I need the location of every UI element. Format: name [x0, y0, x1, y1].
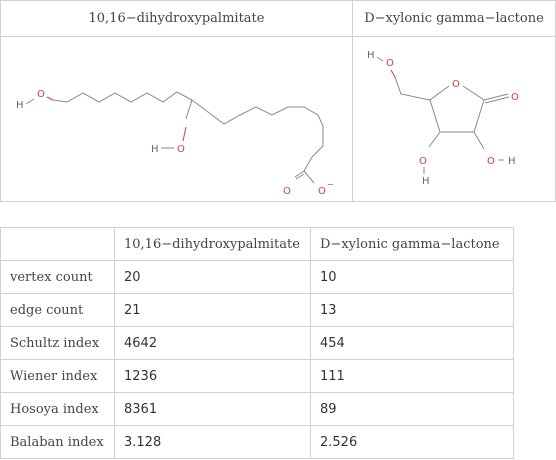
mol1-atom-o2: O — [177, 144, 185, 155]
mol2-ring — [430, 86, 484, 132]
row-label: Wiener index — [1, 360, 115, 393]
mol1-atom-o1: O — [37, 89, 45, 100]
mol1-bond — [296, 174, 304, 179]
molecule-2-cell — [353, 37, 556, 202]
row-value-1: 4642 — [115, 327, 311, 360]
row-value-1: 20 — [115, 261, 311, 294]
properties-header-2: D−xylonic gamma−lactone — [311, 228, 514, 261]
row-value-1: 8361 — [115, 393, 311, 426]
table-row — [1, 261, 514, 294]
mol2-bond — [474, 132, 484, 149]
mol2-atom-h-left: H — [422, 176, 430, 187]
mol1-atom-h2: H — [151, 144, 159, 155]
row-value-1: 3.128 — [115, 426, 311, 459]
structure-header-1: 10,16−dihydroxypalmitate — [1, 1, 353, 37]
mol2-atom-o-top: O — [386, 58, 394, 69]
structure-header-2: D−xylonic gamma−lactone — [353, 1, 556, 37]
table-row — [1, 393, 514, 426]
mol1-bond — [186, 100, 192, 119]
row-value-2: 10 — [311, 261, 514, 294]
row-value-2: 89 — [311, 393, 514, 426]
table-row — [1, 426, 514, 459]
molecule-1-structure — [1, 37, 352, 197]
mol2-bond — [391, 70, 395, 77]
mol1-bond — [26, 99, 34, 104]
row-value-2: 111 — [311, 360, 514, 393]
row-label: vertex count — [1, 261, 115, 294]
properties-table — [0, 227, 514, 459]
mol1-bond — [304, 171, 314, 183]
mol2-atom-h-right: H — [508, 156, 516, 167]
row-value-2: 13 — [311, 294, 514, 327]
row-label: Hosoya index — [1, 393, 115, 426]
row-label: edge count — [1, 294, 115, 327]
properties-header-row — [1, 228, 514, 261]
properties-header-empty — [1, 228, 115, 261]
mol2-atom-o-ring: O — [452, 79, 460, 90]
mol1-bond — [47, 97, 53, 100]
molecule-1-cell — [1, 37, 353, 202]
mol2-bond — [429, 132, 440, 147]
mol2-atom-h-top: H — [367, 50, 375, 61]
mol1-atom-h1: H — [16, 100, 24, 111]
mol1-charge: − — [327, 180, 334, 189]
mol2-bond — [484, 94, 508, 100]
molecule-2-structure — [353, 37, 555, 197]
row-label: Schultz index — [1, 327, 115, 360]
row-value-1: 21 — [115, 294, 311, 327]
mol1-bond — [295, 171, 304, 177]
mol1-atom-o3: O — [283, 186, 291, 197]
mol2-atom-o-right: O — [487, 156, 495, 167]
row-value-2: 2.526 — [311, 426, 514, 459]
mol1-carbon-chain — [53, 92, 323, 171]
mol2-atom-o-left: O — [419, 156, 427, 167]
table-row — [1, 294, 514, 327]
mol2-bond — [377, 57, 383, 61]
mol2-bond — [395, 77, 430, 100]
mol1-bond — [183, 127, 186, 141]
mol2-atom-o-carbonyl: O — [511, 92, 519, 103]
mol2-bond — [485, 97, 509, 103]
table-row — [1, 360, 514, 393]
structures-table — [0, 0, 556, 202]
row-value-2: 454 — [311, 327, 514, 360]
properties-header-1: 10,16−dihydroxypalmitate — [115, 228, 311, 261]
row-label: Balaban index — [1, 426, 115, 459]
row-value-1: 1236 — [115, 360, 311, 393]
table-row — [1, 327, 514, 360]
mol1-atom-o4: O — [318, 186, 326, 197]
